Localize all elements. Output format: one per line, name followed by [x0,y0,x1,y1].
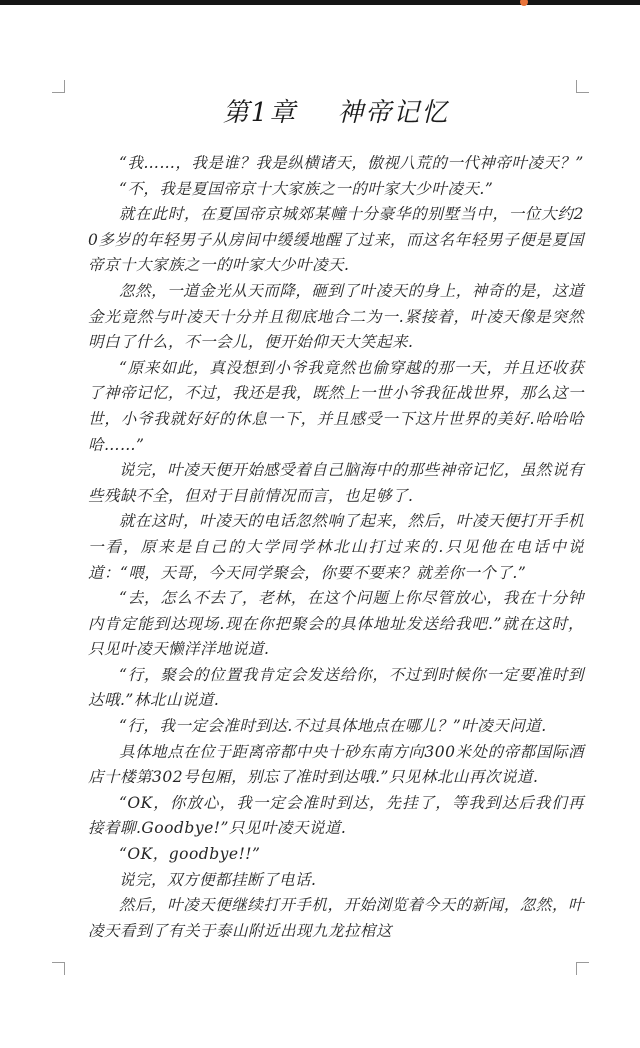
paragraph: “OK，goodbye!!” [119,845,261,864]
paragraph: 就在此时，在夏国帝京城郊某幢十分豪华的别墅当中，一位大约20多岁的年轻男子从房间中缓缓地醒了过来，而这名年轻男子便是夏国帝京十大家族之一的叶家大少叶凌天. [88,205,584,275]
status-bar [0,0,640,5]
paragraph: “去，怎么不去了，老林，在这个问题上你尽管放心，我在十分钟内肯定能到达现场.现在你把聚会的具体地址发送给我吧.”就在这时，只见叶凌天懒洋洋地说道. [88,589,584,659]
chapter-number: 第1章 [222,98,298,128]
document-page [88,92,584,944]
chapter-name: 神帝记忆 [337,98,450,128]
paragraph: “原来如此，真没想到小爷我竟然也偷穿越的那一天，并且还收获了神帝记忆，不过，我还是我，既然上一世小爷我征战世界，那么这一世，小爷我就好好的休息一下，并且感受一下这片世界的美好.哈哈哈哈……” [88,358,585,454]
page-corner-mark-bottom-left [52,962,65,975]
chapter-title [88,92,584,129]
paragraph: “不，我是夏国帝京十大家族之一的叶家大少叶凌天.” [119,179,494,198]
paragraph: “行，聚会的位置我肯定会发送给你，不过到时候你一定要准时到达哦.”林北山说道. [88,665,584,710]
paragraph: 说完，叶凌天便开始感受着自己脑海中的那些神帝记忆，虽然说有些残缺不全，但对于目前情况而言，也足够了. [88,461,584,505]
paragraph: “我……，我是谁？我是纵横诸天，傲视八荒的一代神帝叶凌天？” [119,154,584,172]
body-text [88,151,584,944]
paragraph: 然后，叶凌天便继续打开手机，开始浏览着今天的新闻，忽然，叶凌天看到了有关于泰山附近出现九龙拉棺这 [88,896,584,940]
paragraph: “OK，你放心，我一定会准时到达，先挂了，等我到达后我们再接着聊.Goodbye!”只见叶凌天说道. [88,793,584,838]
page-corner-mark-bottom-right [576,962,589,975]
notification-dot [520,0,528,6]
paragraph: “行，我一定会准时到达.不过具体地点在哪儿？”叶凌天问道. [119,717,547,736]
paragraph: 忽然，一道金光从天而降，砸到了叶凌天的身上，神奇的是，这道金光竟然与叶凌天十分并且彻底地合二为一.紧接着，叶凌天像是突然明白了什么，不一会儿，便开始仰天大笑起来. [88,281,584,352]
paragraph: 说完，双方便都挂断了电话. [119,870,317,889]
page-corner-mark-top-left [52,80,65,93]
paragraph: 就在这时，叶凌天的电话忽然响了起来，然后，叶凌天便打开手机一看，原来是自己的大学同学林北山打过来的.只见他在电话中说道：“喂，天哥，今天同学聚会，你要不要来？就差你一个了.” [88,512,584,582]
paragraph: 具体地点在位于距离帝都中央十砂东南方向300米处的帝都国际酒店十楼第302号包厢，别忘了准时到达哦.”只见林北山再次说道. [88,742,584,787]
